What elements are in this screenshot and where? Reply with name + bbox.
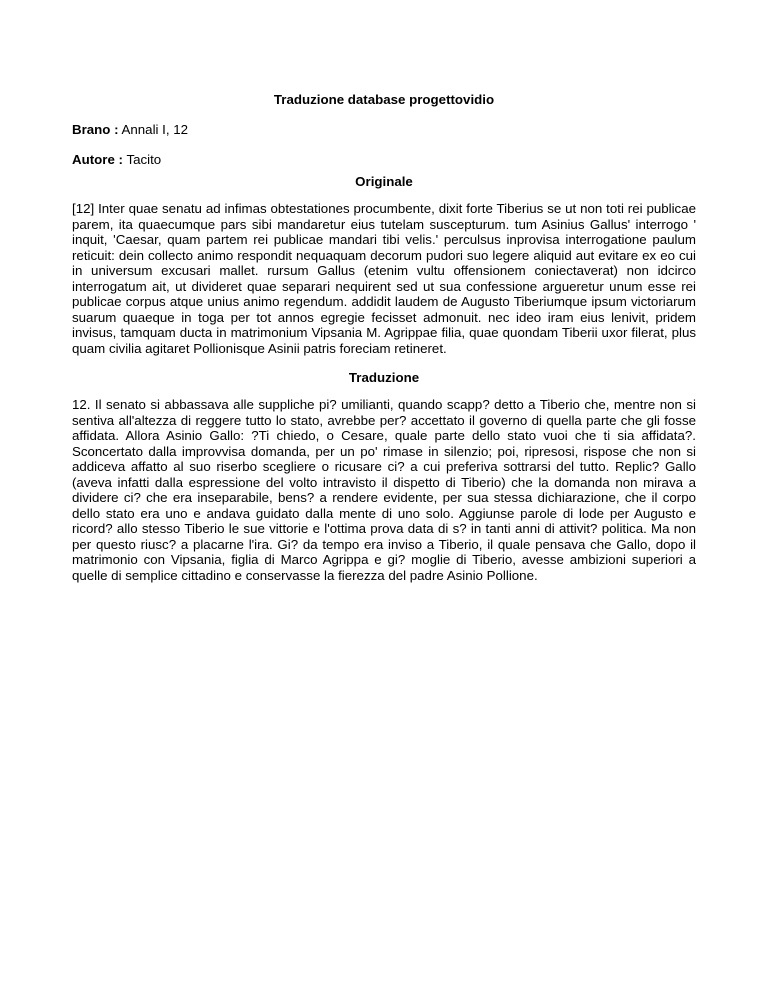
document-title: Traduzione database progettovidio xyxy=(273,92,495,107)
autore-label: Autore : xyxy=(72,152,123,167)
brano-line xyxy=(72,122,696,138)
brano-value: Annali I, 12 xyxy=(121,122,189,137)
originale-heading: Originale xyxy=(355,174,413,189)
originale-text: [12] Inter quae senatu ad infimas obtestationes procumbente, dixit forte Tiberius se ut non toti rei publicae parem, ita quaecumque pars sibi mandaretur eius tutelam suscepturum. tum Asinius Gallus' interrogo ' inquit, 'Caesar, quam partem rei publicae mandari tibi velis.' perculsus inprovisa interrogatione paulum reticuit: dein collecto animo respondit nequaquam decorum pudori suo legere aliquid aut evitare ex eo cui in universum excusari mallet. rursum Gallus (etenim vultu offensionem coniectaverat) non idcirco interrogatum ait, ut divideret quae separari nequirent sed ut sua confessione argueretur unum esse rei publicae corpus atque unius animo regendum. addidit laudem de Augusto Tiberiumque ipsum victoriarum suarum quaeque in toga per tot annos egregie fecisset admonuit. nec ideo iram eius lenivit, pridem invisus, tamquam ducta in matrimonium Vipsania M. Agrippae filia, quae quondam Tiberii uxor filerat, plus quam civilia agitaret Pollionisque Asinii patris foreciam retineret. xyxy=(72,201,696,356)
autore-line xyxy=(72,152,696,168)
autore-value: Tacito xyxy=(126,152,162,167)
brano-label: Brano : xyxy=(72,122,119,137)
traduzione-text: 12. Il senato si abbassava alle suppliche pi? umilianti, quando scapp? detto a Tiberio che, mentre non si sentiva all'altezza di reggere tutto lo stato, avrebbe per? accettato il governo di quella parte che gli fosse affidata. Allora Asinio Gallo: ?Ti chiedo, o Cesare, quale parte dello stato vuoi che ti sia affidata?. Sconcertato dalla improvvisa domanda, per un po' rimase in silenzio; poi, ripresosi, rispose che non si addiceva affatto al suo riserbo scegliere o ricusare ci? a cui preferiva sottrarsi del tutto. Replic? Gallo (aveva infatti dalla espressione del volto intravisto il dispetto di Tiberio) che la domanda non mirava a dividere ci? che era inseparabile, bens? a rendere evidente, per sua stessa dichiarazione, che il corpo dello stato era uno e andava guidato dalla mente di uno solo. Aggiunse parole di lode per Augusto e ricord? allo stesso Tiberio le sue vittorie e l'ottima prova data di s? in tanti anni di attivit? politica. Ma non per questo riusc? a placarne l'ira. Gi? da tempo era inviso a Tiberio, il quale pensava che Gallo, dopo il matrimonio con Vipsania, figlia di Marco Agrippa e gi? moglie di Tiberio, avesse ambizioni superiori a quelle di semplice cittadino e conservasse la fierezza del padre Asinio Pollione. xyxy=(72,397,696,583)
document-page xyxy=(72,92,696,597)
traduzione-heading: Traduzione xyxy=(348,370,420,385)
